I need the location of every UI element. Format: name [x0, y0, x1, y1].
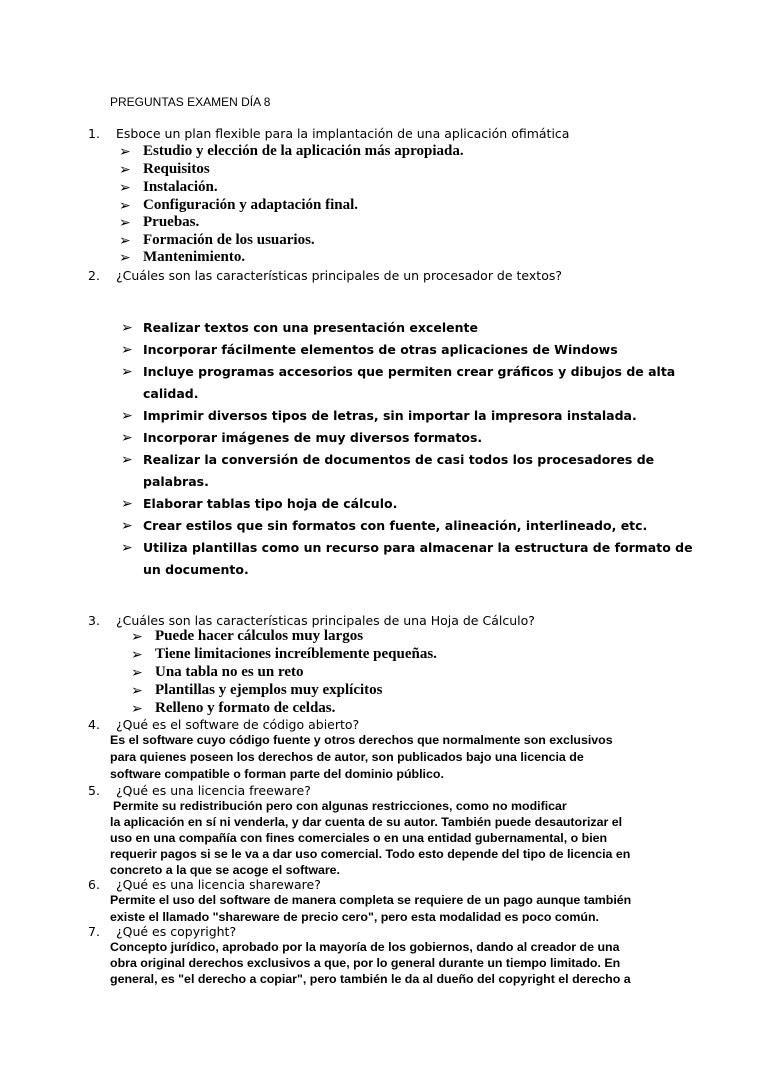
arrow-bullet-icon: ➢	[121, 540, 133, 556]
list-item: Configuración y adaptación final.	[143, 197, 359, 213]
question-number: 6.	[88, 877, 100, 892]
question-number: 7.	[88, 924, 100, 939]
arrow-bullet-icon: ➢	[121, 430, 133, 446]
arrow-bullet-icon: ➢	[119, 215, 131, 231]
list-item: Realizar la conversión de documentos de casi todos los procesadores de	[143, 452, 655, 467]
list-item: un documento.	[143, 562, 249, 577]
page-title: PREGUNTAS EXAMEN DÍA 8	[110, 95, 271, 109]
list-item: Plantillas y ejemplos muy explícitos	[155, 682, 383, 698]
list-item: calidad.	[143, 386, 199, 401]
arrow-bullet-icon: ➢	[131, 629, 143, 645]
list-item: Mantenimiento.	[143, 249, 246, 265]
answer-line: la aplicación en sí ni venderla, y dar cuenta de su autor. También puede desautorizar el	[110, 815, 623, 829]
list-item: palabras.	[143, 474, 209, 489]
arrow-bullet-icon: ➢	[131, 683, 143, 699]
answer-line: obra original derechos exclusivos a que, por lo general durante un tiempo limitado. En	[110, 956, 621, 970]
arrow-bullet-icon: ➢	[121, 408, 133, 424]
arrow-bullet-icon: ➢	[121, 496, 133, 512]
list-item: Tiene limitaciones increíblemente pequeñas.	[155, 646, 437, 662]
answer-line: Concepto jurídico, aprobado por la mayoría de los gobiernos, dando al creador de una	[110, 940, 620, 954]
question-number: 2.	[88, 268, 100, 283]
answer-line: concreto a la que se acoge el software.	[110, 863, 341, 877]
list-item: Relleno y formato de celdas.	[155, 700, 336, 716]
arrow-bullet-icon: ➢	[119, 250, 131, 266]
arrow-bullet-icon: ➢	[119, 233, 131, 249]
answer-line: uso en una compañía con fines comerciales o en una entidad gubernamental, o bien	[110, 831, 608, 845]
answer-line: software compatible o forman parte del dominio público.	[110, 767, 444, 781]
question-number: 1.	[88, 126, 100, 141]
question-text: Esboce un plan flexible para la implantación de una aplicación ofimática	[116, 126, 570, 141]
question-text: ¿Cuáles son las características principales de un procesador de textos?	[116, 268, 562, 283]
arrow-bullet-icon: ➢	[131, 701, 143, 717]
list-item: Utiliza plantillas como un recurso para almacenar la estructura de formato de	[143, 540, 693, 555]
arrow-bullet-icon: ➢	[119, 162, 131, 178]
answer-line: general, es "el derecho a copiar", pero también le da al dueño del copyright el derecho a	[110, 972, 631, 986]
question-text: ¿Qué es copyright?	[116, 924, 237, 939]
list-item: Incorporar imágenes de muy diversos formatos.	[143, 430, 483, 445]
list-item: Requisitos	[143, 161, 210, 177]
arrow-bullet-icon: ➢	[121, 452, 133, 468]
question-number: 4.	[88, 717, 100, 732]
arrow-bullet-icon: ➢	[121, 342, 133, 358]
arrow-bullet-icon: ➢	[121, 320, 133, 336]
list-item: Estudio y elección de la aplicación más apropiada.	[143, 143, 464, 159]
list-item: Crear estilos que sin formatos con fuente, alineación, interlineado, etc.	[143, 518, 648, 533]
answer-line: Permite su redistribución pero con algunas restricciones, como no modificar	[113, 799, 567, 813]
question-number: 5.	[88, 783, 100, 798]
list-item: Incluye programas accesorios que permiten crear gráficos y dibujos de alta	[143, 364, 676, 379]
question-text: ¿Qué es una licencia freeware?	[116, 783, 311, 798]
arrow-bullet-icon: ➢	[131, 647, 143, 663]
question-number: 3.	[88, 613, 100, 628]
list-item: Puede hacer cálculos muy largos	[155, 628, 364, 644]
list-item: Formación de los usuarios.	[143, 232, 315, 248]
answer-line: existe el llamado "shareware de precio cero", pero esta modalidad es poco común.	[110, 910, 599, 924]
answer-line: para quienes poseen los derechos de autor, son publicados bajo una licencia de	[110, 750, 584, 764]
arrow-bullet-icon: ➢	[121, 364, 133, 380]
arrow-bullet-icon: ➢	[119, 144, 131, 160]
arrow-bullet-icon: ➢	[119, 180, 131, 196]
answer-line: requerir pagos si se le va a dar uso comercial. Todo esto depende del tipo de licencia en	[110, 847, 631, 861]
arrow-bullet-icon: ➢	[121, 518, 133, 534]
list-item: Pruebas.	[143, 214, 200, 230]
answer-line: Permite el uso del software de manera completa se requiere de un pago aunque también	[110, 893, 632, 907]
list-item: Instalación.	[143, 179, 218, 195]
list-item: Elaborar tablas tipo hoja de cálculo.	[143, 496, 398, 511]
list-item: Una tabla no es un reto	[155, 664, 304, 680]
arrow-bullet-icon: ➢	[119, 198, 131, 214]
arrow-bullet-icon: ➢	[131, 665, 143, 681]
list-item: Imprimir diversos tipos de letras, sin importar la impresora instalada.	[143, 408, 637, 423]
answer-line: Es el software cuyo código fuente y otros derechos que normalmente son exclusivos	[110, 733, 613, 747]
list-item: Incorporar fácilmente elementos de otras aplicaciones de Windows	[143, 342, 618, 357]
question-text: ¿Qué es el software de código abierto?	[116, 717, 360, 732]
question-text: ¿Qué es una licencia shareware?	[116, 877, 321, 892]
list-item: Realizar textos con una presentación excelente	[143, 320, 478, 335]
question-text: ¿Cuáles son las características principales de una Hoja de Cálculo?	[116, 613, 535, 628]
